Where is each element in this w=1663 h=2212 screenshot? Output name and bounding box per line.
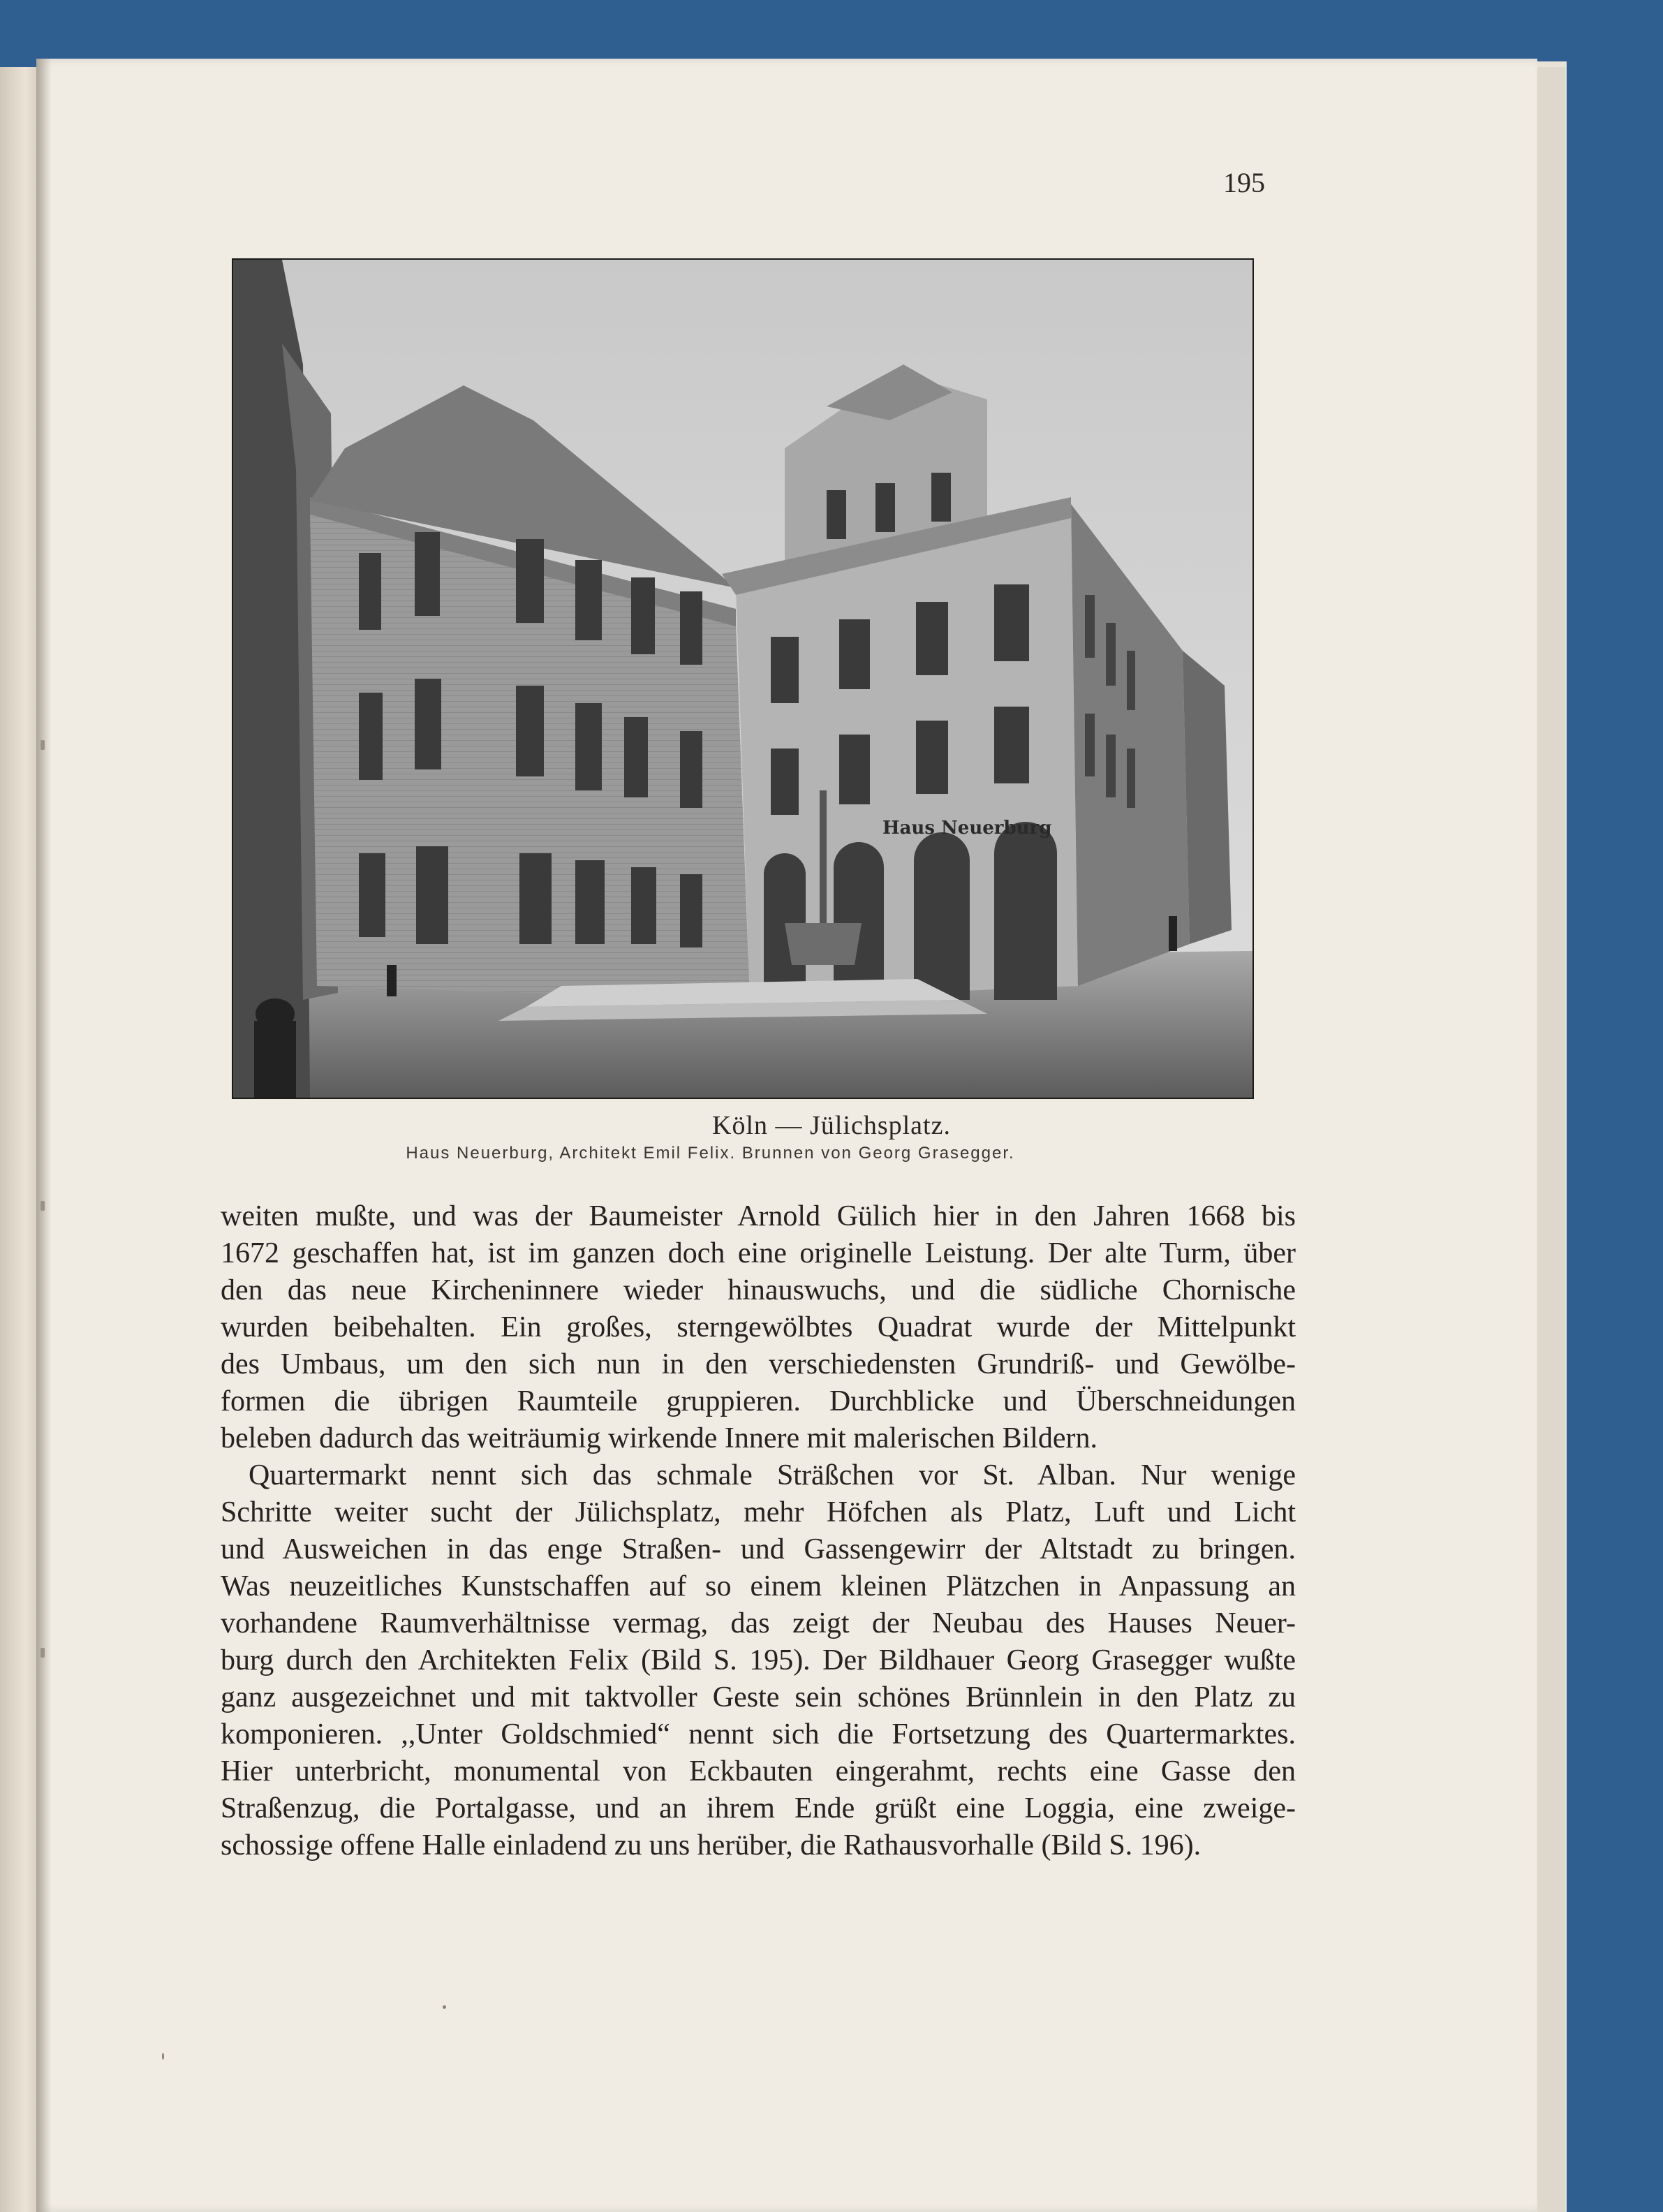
text-line: vorhandene Raumverhältnisse vermag, das zeigt der Neubau des Hauses Neuer- xyxy=(221,1607,1296,1639)
text-line: Was neuzeitliches Kunstschaffen auf so einem kleinen Plätzchen in Anpassung an xyxy=(221,1570,1296,1602)
paper-speck xyxy=(443,2005,446,2009)
text-line: komponieren. ,,Unter Goldschmied“ nennt sich die Fortsetzung des Quartermarktes. xyxy=(221,1718,1296,1750)
text-line: schossige offene Halle einladend zu uns herüber, die Rathausvorhalle (Bild S. 196). xyxy=(221,1829,1202,1861)
text-line: und Ausweichen in das enge Straßen- und Gassengewirr der Altstadt zu bringen. xyxy=(221,1533,1296,1565)
text-line: Schritte weiter sucht der Jülichsplatz, mehr Höfchen als Platz, Luft und Licht xyxy=(221,1496,1296,1528)
binding-stitch xyxy=(40,740,45,750)
binding-stitch xyxy=(40,1648,45,1658)
text-line: 1672 geschaffen hat, ist im ganzen doch eine originelle Leistung. Der alte Turm, über xyxy=(221,1237,1296,1269)
binding-stitch xyxy=(40,1201,45,1211)
text-line: weiten mußte, und was der Baumeister Arnold Gülich hier in den Jahren 1668 bis xyxy=(221,1200,1296,1232)
paper-speck xyxy=(162,2053,164,2060)
text-line: den das neue Kircheninnere wieder hinauswuchs, und die südliche Chornische xyxy=(221,1274,1296,1306)
figure-caption-subtitle: Haus Neuerburg, Architekt Emil Felix. Brunnen von Georg Grasegger. xyxy=(406,1144,1015,1163)
figure-caption-title: Köln — Jülichsplatz. xyxy=(712,1111,951,1140)
facade-sign: Haus Neuerburg xyxy=(882,818,1052,839)
text-line: burg durch den Architekten Felix (Bild S. 195). Der Bildhauer Georg Grasegger wußte xyxy=(221,1644,1296,1676)
text-line: beleben dadurch das weiträumig wirkende Innere mit malerischen Bildern. xyxy=(221,1422,1098,1454)
text-line: wurden beibehalten. Ein großes, sterngewölbtes Quadrat wurde der Mittelpunkt xyxy=(221,1311,1296,1343)
body-text xyxy=(221,1198,1296,1864)
text-line: ganz ausgezeichnet und mit taktvoller Geste sein schönes Brünnlein in den Platz zu xyxy=(221,1681,1296,1713)
text-line: formen die übrigen Raumteile gruppieren. Durchblicke und Überschneidungen xyxy=(221,1385,1296,1417)
page-number: 195 xyxy=(1223,167,1265,198)
text-line: Quartermarkt nennt sich das schmale Sträßchen vor St. Alban. Nur wenige xyxy=(249,1459,1296,1491)
text-line: des Umbaus, um den sich nun in den verschiedensten Grundriß- und Gewölbe- xyxy=(221,1348,1296,1380)
figure-photograph xyxy=(232,258,1254,1099)
text-line: Straßenzug, die Portalgasse, und an ihrem Ende grüßt eine Loggia, eine zweige- xyxy=(221,1792,1296,1824)
text-line: Hier unterbricht, monumental von Eckbauten eingerahmt, rechts eine Gasse den xyxy=(221,1755,1296,1787)
